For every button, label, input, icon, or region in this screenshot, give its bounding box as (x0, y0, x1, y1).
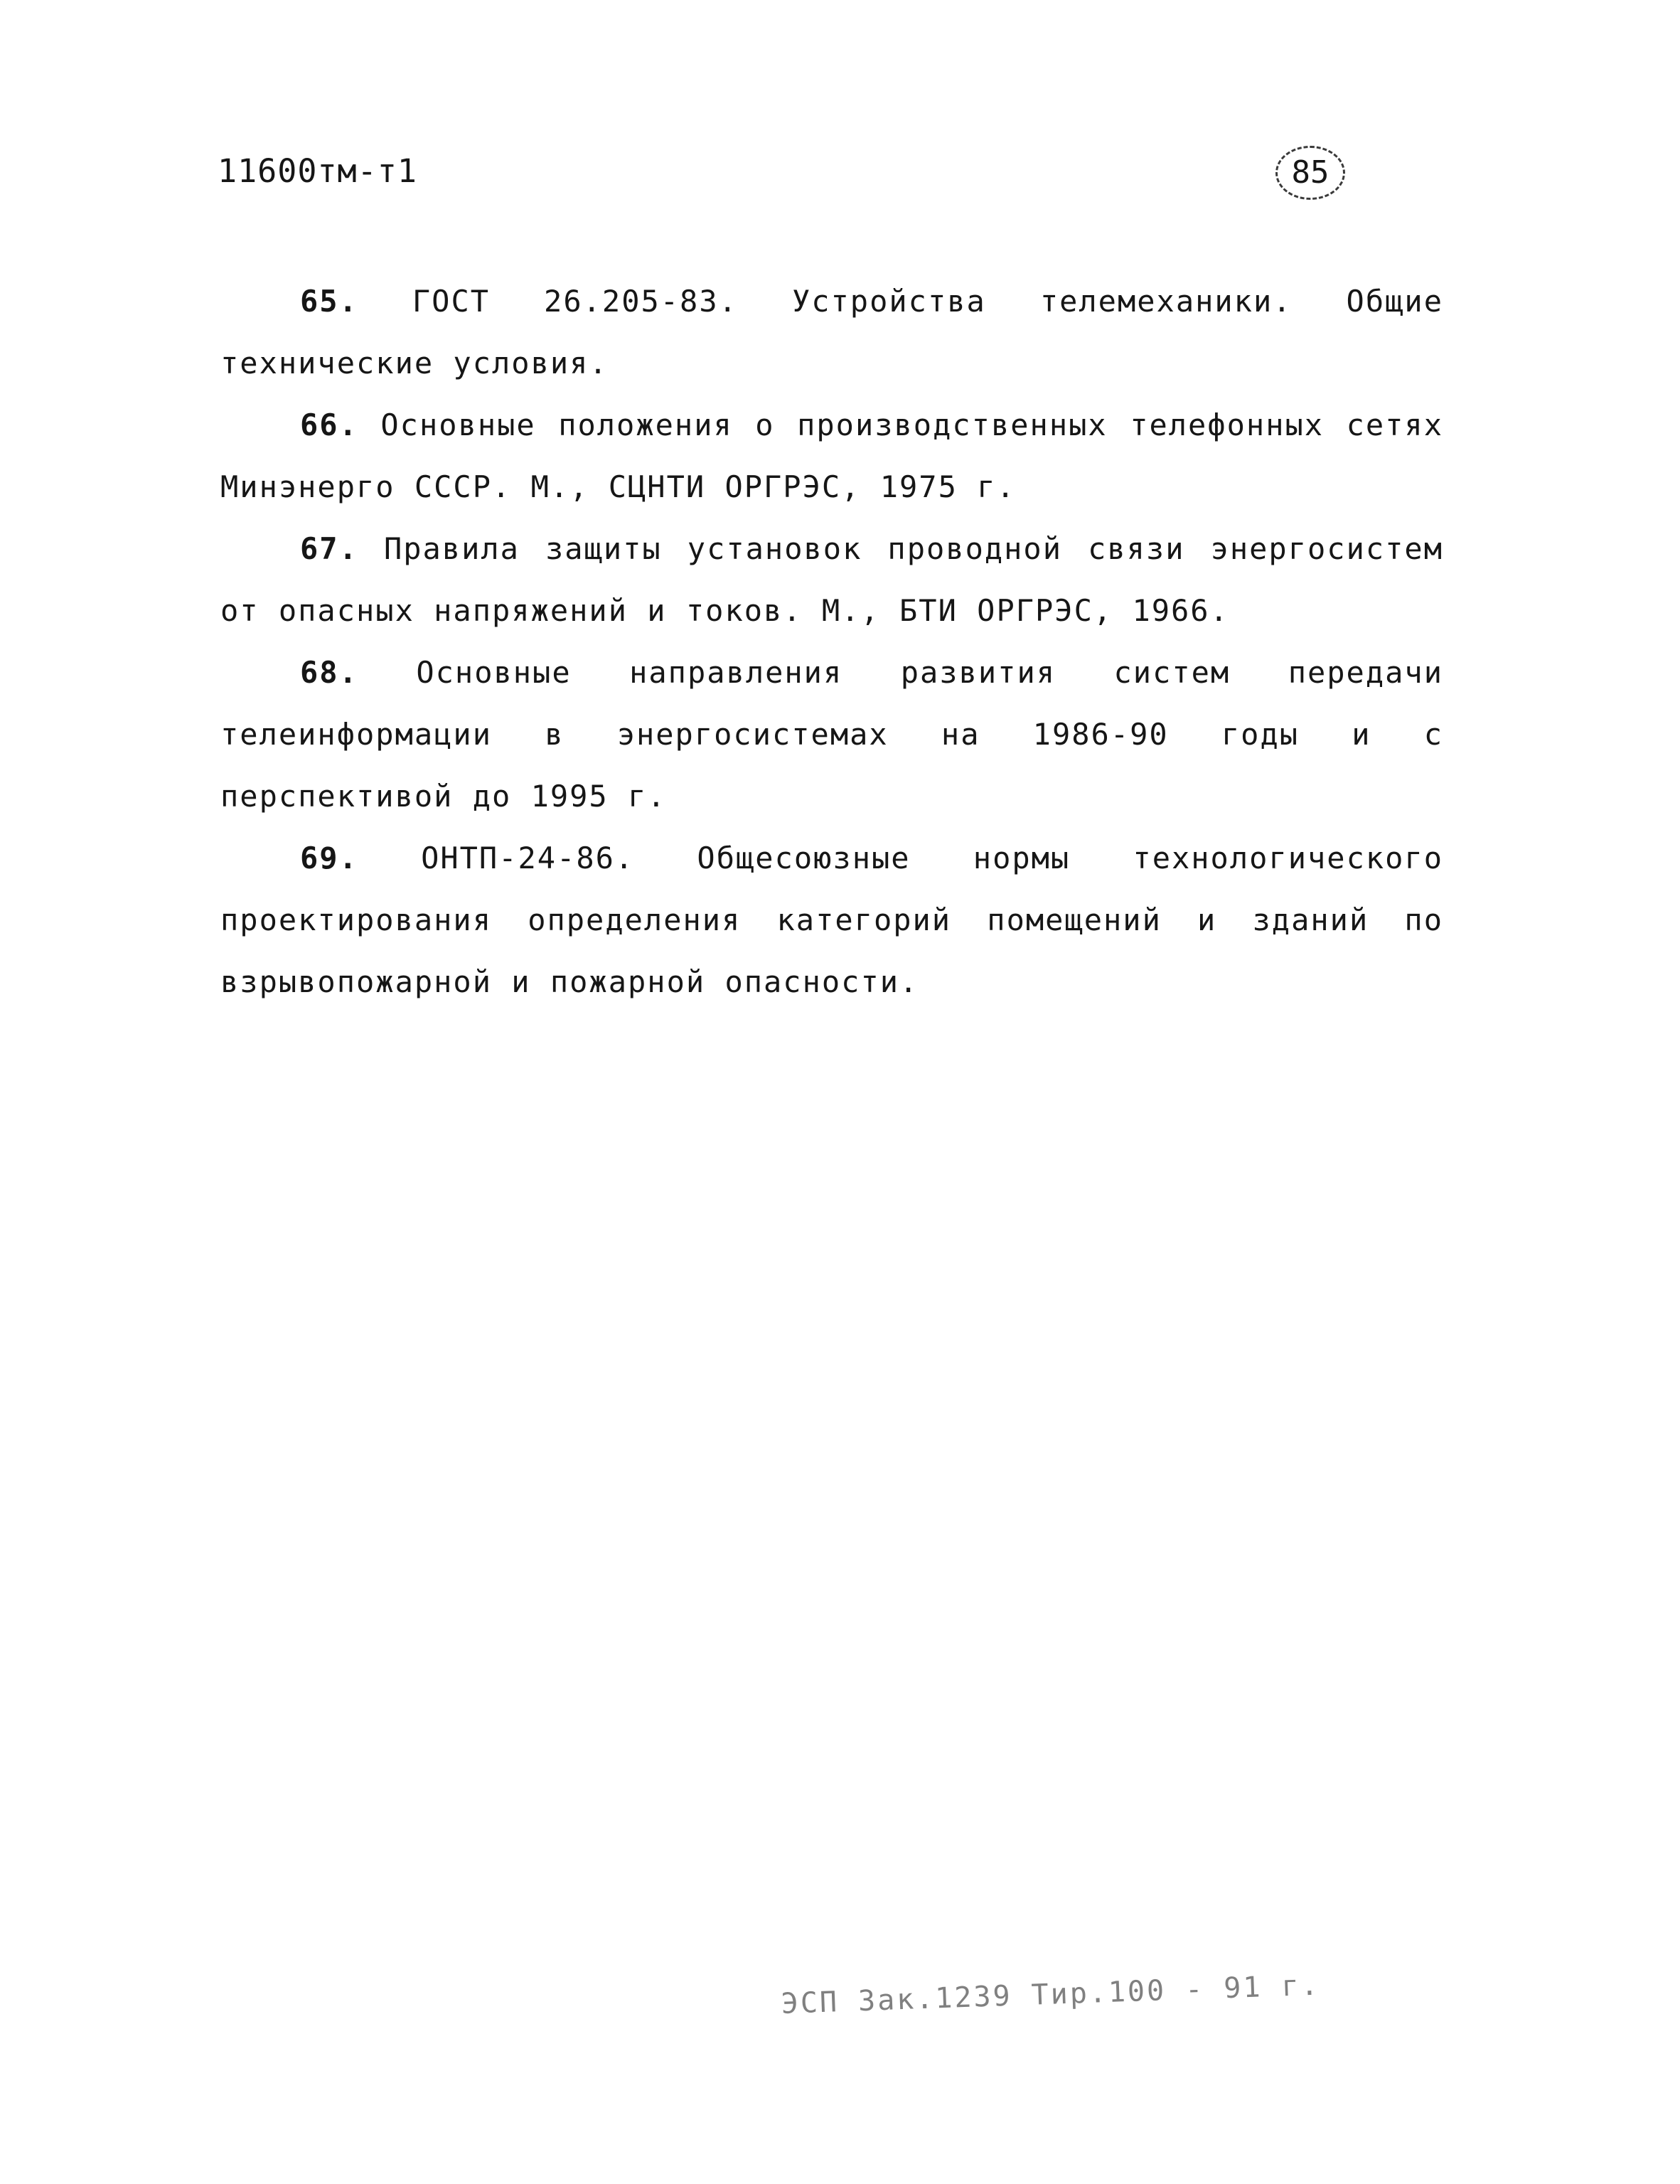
document-code: 11600тм-т1 (218, 152, 417, 190)
reference-text: ОНТП-24-86. Общесоюзные нормы технологического проектирования определения категорий помещений и зданий по взрывопожарной и пожарной опасности. (220, 841, 1443, 999)
reference-text: ГОСТ 26.205-83. Устройства телемеханики. Общие технические условия. (220, 284, 1443, 380)
reference-number: 68. (300, 655, 358, 690)
reference-item-65 (220, 270, 1443, 394)
print-stamp: ЭСП Зак.1239 Тир.100 - 91 г. (781, 1969, 1321, 2020)
reference-item-66 (220, 394, 1443, 518)
reference-text: Основные направления развития систем передачи телеинформации в энергосистемах на 1986-90 годы и с перспективой до 1995 г. (220, 655, 1443, 814)
reference-item-67 (220, 518, 1443, 641)
page-number: 85 (1275, 146, 1345, 200)
reference-number: 69. (300, 841, 358, 875)
reference-number: 66. (300, 407, 358, 442)
reference-text: Основные положения о производственных телефонных сетях Минэнерго СССР. М., СЦНТИ ОРГРЭС, 1975 г. (220, 407, 1444, 504)
reference-item-68 (220, 641, 1443, 827)
reference-number: 65. (300, 284, 358, 319)
reference-list (220, 270, 1443, 1013)
reference-number: 67. (300, 531, 358, 566)
reference-text: Правила защиты установок проводной связи энергосистем от опасных напряжений и токов. М., БТИ ОРГРЭС, 1966. (220, 531, 1443, 628)
reference-item-69 (220, 827, 1443, 1013)
